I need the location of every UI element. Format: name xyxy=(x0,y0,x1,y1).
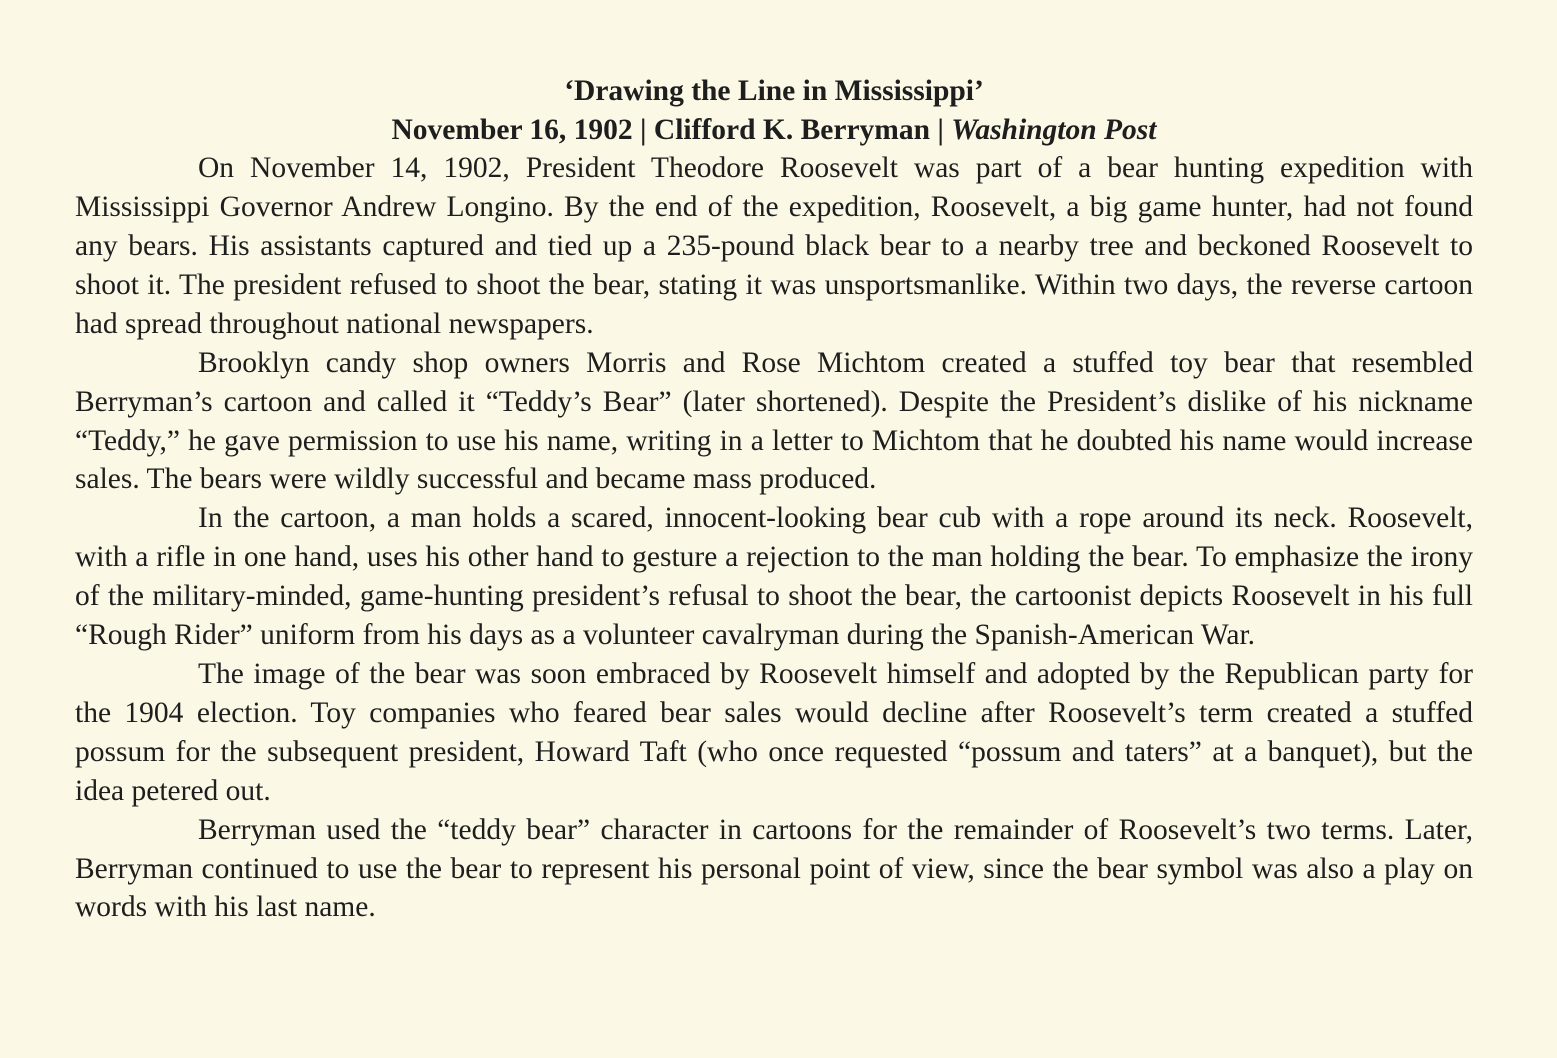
document-title: ‘Drawing the Line in Mississippi’ xyxy=(564,75,984,107)
byline-date: November 16, 1902 xyxy=(391,113,633,146)
byline-author: Clifford K. Berryman xyxy=(653,113,931,146)
paragraph-2: Brooklyn candy shop owners Morris and Rose Michtom created a stuffed toy bear that resembled Berryman’s cartoon and called it “Teddy’s Bear” (later shortened). Despite the President’s dislike of his nickname “Teddy,” he gave permission to use his name, writing in a letter to Michtom that he doubted his name would increase sales. The bears were wildly successful and became mass produced. xyxy=(75,346,1473,496)
byline xyxy=(75,111,1473,150)
paragraph-5: Berryman used the “teddy bear” character in cartoons for the remainder of Roosevelt’s two terms. Later, Berryman continued to use the bear to represent his personal point of view, since the bear symbol was also a play on words with his last name. xyxy=(75,813,1473,924)
byline-separator: | xyxy=(937,113,944,146)
byline-separator: | xyxy=(640,113,647,146)
paragraph-1: On November 14, 1902, President Theodore Roosevelt was part of a bear hunting expedition with Mississippi Governor Andrew Longino. By the end of the expedition, Roosevelt, a big game hunter, had not found any bears. His assistants captured and tied up a 235-pound black bear to a nearby tree and beckoned Roosevelt to shoot it. The president refused to shoot the bear, stating it was unsportsmanlike. Within two days, the reverse cartoon had spread throughout national newspapers. xyxy=(75,152,1473,340)
paragraph-4: The image of the bear was soon embraced by Roosevelt himself and adopted by the Republican party for the 1904 election. Toy companies who feared bear sales would decline after Roosevelt’s term created a stuffed possum for the subsequent president, Howard Taft (who once requested “possum and taters” at a banquet), but the idea petered out. xyxy=(75,657,1473,807)
paragraph-3: In the cartoon, a man holds a scared, innocent-looking bear cub with a rope around its neck. Roosevelt, with a rifle in one hand, uses his other hand to gesture a rejection to the man holding the bear. To emphasize the irony of the military-minded, game-hunting president’s refusal to shoot the bear, the cartoonist depicts Roosevelt in his full “Rough Rider” uniform from his days as a volunteer cavalryman during the Spanish-American War. xyxy=(75,502,1473,652)
article-body xyxy=(75,149,1473,927)
byline-publication: Washington Post xyxy=(951,113,1157,146)
